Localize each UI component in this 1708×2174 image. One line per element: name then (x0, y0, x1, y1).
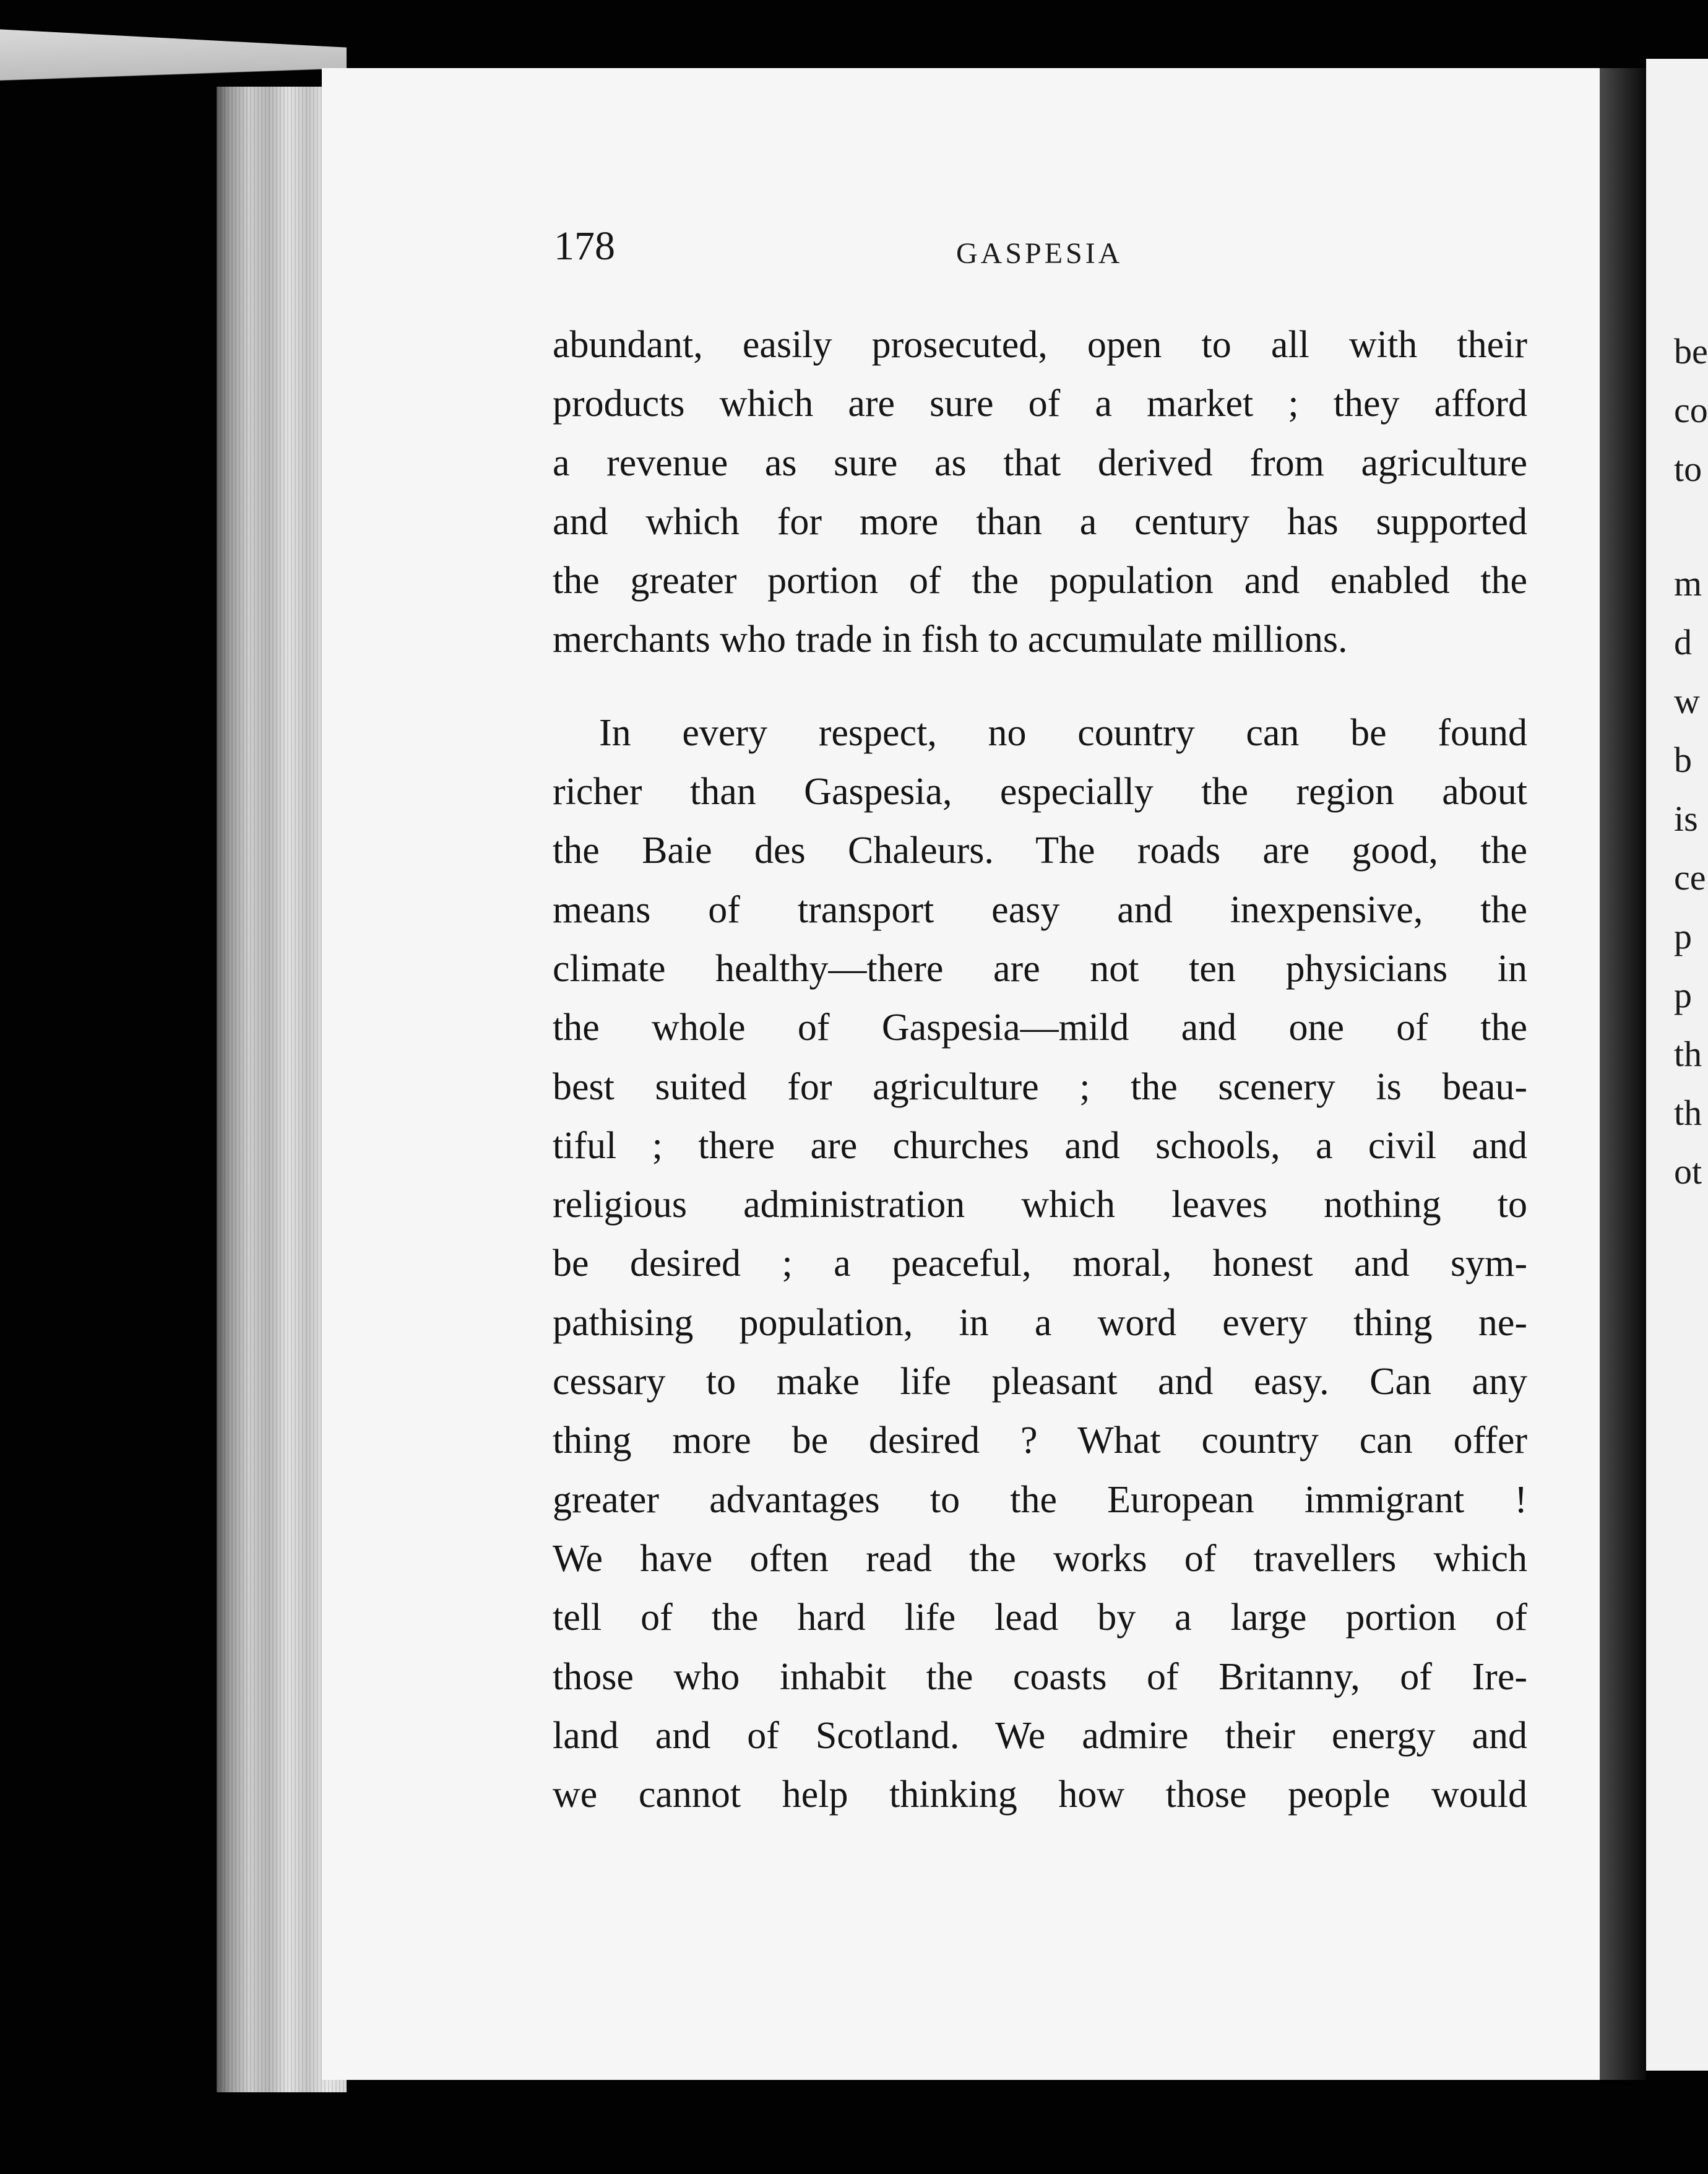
running-head (554, 223, 1529, 279)
text-line: tiful ; there are churches and schools, a civil and (553, 1124, 1527, 1167)
text-line: thing more be desired ? What country can offer (553, 1419, 1527, 1462)
running-title: GASPESIA (956, 237, 1123, 270)
text-line: We have often read the works of travellers which (553, 1537, 1527, 1580)
facing-fragment: b (1674, 740, 1692, 780)
facing-fragment: th (1674, 1093, 1702, 1133)
text-line: In every respect, no country can be found (599, 711, 1527, 754)
paragraph-2 (553, 704, 1527, 1825)
text-line: religious administration which leaves nothing to (553, 1184, 1527, 1226)
facing-fragment: is (1674, 799, 1698, 839)
facing-fragment: ce (1674, 857, 1706, 898)
text-line: best suited for agriculture ; the scenery is beau- (553, 1065, 1527, 1108)
facing-fragment: w (1674, 681, 1700, 721)
text-line: those who inhabit the coasts of Britanny, of Ire- (553, 1655, 1527, 1698)
text-line: pathising population, in a word every thing ne- (553, 1301, 1527, 1344)
facing-fragment: d (1674, 622, 1692, 662)
facing-spacer (1674, 498, 1708, 554)
text-line: the whole of Gaspesia—mild and one of the (553, 1007, 1527, 1049)
text-line: land and of Scotland. We admire their energy and (553, 1714, 1527, 1757)
text-line: merchants who trade in fish to accumulate millions. (553, 618, 1348, 661)
gutter-shadow (1600, 68, 1646, 2080)
page-number: 178 (554, 223, 615, 269)
paragraph-spacer (553, 670, 1527, 704)
text-line: cessary to make life pleasant and easy. Can any (553, 1361, 1527, 1403)
facing-fragment: p (1674, 916, 1692, 956)
text-line: means of transport easy and inexpensive, the (553, 888, 1527, 931)
facing-fragment: ot (1674, 1151, 1702, 1192)
text-line: richer than Gaspesia, especially the region about (553, 771, 1527, 813)
text-line: a revenue as sure as that derived from agriculture (553, 441, 1527, 484)
text-line: the Baie des Chaleurs. The roads are good, the (553, 829, 1527, 872)
paragraph-1 (553, 316, 1527, 670)
facing-page-text (1674, 322, 1708, 1201)
text-line: be desired ; a peaceful, moral, honest and sym- (553, 1242, 1527, 1285)
text-line: and which for more than a century has supported (553, 500, 1527, 543)
text-line: we cannot help thinking how those people would (553, 1773, 1527, 1816)
text-line: the greater portion of the population and enabled the (553, 560, 1527, 602)
text-line: greater advantages to the European immigrant ! (553, 1478, 1527, 1521)
text-line: tell of the hard life lead by a large portion of (553, 1596, 1527, 1639)
facing-fragment: to (1674, 449, 1702, 489)
facing-fragment: th (1674, 1034, 1702, 1074)
facing-fragment: be (1674, 331, 1708, 371)
body-text (553, 316, 1527, 1824)
facing-fragment: m (1674, 563, 1702, 604)
facing-fragment: co (1674, 390, 1708, 430)
text-line: climate healthy—there are not ten physicians in (553, 947, 1527, 990)
text-line: products which are sure of a market ; they afford (553, 383, 1527, 425)
text-line: abundant, easily prosecuted, open to all with their (553, 324, 1527, 366)
facing-fragment: p (1674, 975, 1692, 1015)
